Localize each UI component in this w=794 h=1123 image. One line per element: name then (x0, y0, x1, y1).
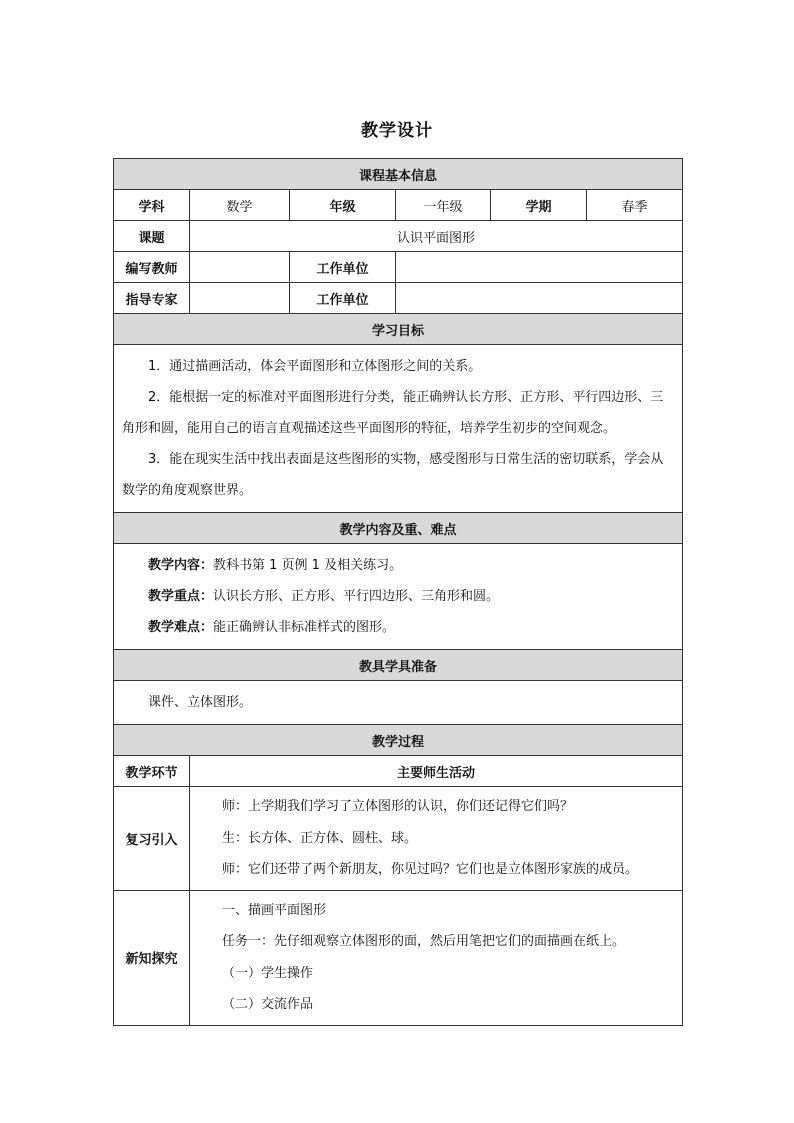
stage-activities (190, 890, 683, 1025)
mentor-unit-label: 工作单位 (290, 283, 396, 314)
materials-header: 教具学具准备 (114, 650, 683, 681)
activity-line: 生：长方体、正方体、圆柱、球。 (222, 830, 418, 846)
activity-line: 师：它们还带了两个新朋友，你见过吗？它们也是立体图形家族的成员。 (222, 862, 639, 877)
subject-value: 数学 (190, 190, 290, 221)
topic-label: 课题 (114, 221, 190, 252)
document-title: 教学设计 (361, 121, 433, 141)
stage-activities (190, 787, 683, 891)
key-label: 教学重点： (148, 589, 214, 604)
topic-value: 认识平面图形 (190, 221, 683, 252)
activity-line: 任务一：先仔细观察立体图形的面，然后用笔把它们的面描画在纸上。 (222, 934, 626, 949)
author-unit-label: 工作单位 (290, 252, 396, 283)
lesson-plan-table (113, 158, 683, 1026)
author-unit-value (396, 252, 683, 283)
grade-label: 年级 (290, 190, 396, 221)
term-value: 春季 (587, 190, 683, 221)
term-label: 学期 (491, 190, 587, 221)
content-line (122, 550, 674, 581)
subject-label: 学科 (114, 190, 190, 221)
author-value (190, 252, 290, 283)
basic-info-header: 课程基本信息 (114, 159, 683, 190)
activity-line: 一、描画平面图形 (222, 902, 327, 918)
content-text: 教科书第 1 页例 1 及相关练习。 (213, 558, 403, 573)
mentor-label: 指导专家 (114, 283, 190, 314)
content-label: 教学内容： (148, 558, 214, 573)
stage-name: 复习引入 (114, 787, 190, 891)
grade-value: 一年级 (396, 190, 491, 221)
materials-body (114, 681, 683, 725)
activity-line: 师：上学期我们学习了立体图形的认识，你们还记得它们吗？ (222, 799, 574, 814)
key-text: 认识长方形、正方形、平行四边形、三角形和圆。 (213, 589, 500, 604)
activity-line: （二）交流作品 (222, 997, 314, 1012)
stage-name: 新知探究 (114, 890, 190, 1025)
objectives-body (114, 345, 683, 513)
difficulty-line (122, 612, 674, 643)
mentor-unit-value (396, 283, 683, 314)
mentor-value (190, 283, 290, 314)
objectives-header: 学习目标 (114, 314, 683, 345)
key-line (122, 581, 674, 612)
difficulty-text: 能正确辨认非标准样式的图形。 (213, 620, 396, 635)
materials-text: 课件、立体图形。 (148, 695, 253, 710)
objective-item: 3．能在现实生活中找出表面是这些图形的实物，感受图形与日常生活的密切联系，学会从数学的角度观察世界。 (122, 452, 664, 498)
objective-item: 2．能根据一定的标准对平面图形进行分类，能正确辨认长方形、正方形、平行四边形、三角形和圆，能用自己的语言直观描述这些平面图形的特征，培养学生初步的空间观念。 (122, 390, 664, 436)
content-header: 教学内容及重、难点 (114, 513, 683, 544)
process-header: 教学过程 (114, 725, 683, 756)
content-body (114, 544, 683, 650)
activity-line: （一）学生操作 (222, 965, 314, 981)
stage-column-header: 教学环节 (114, 756, 190, 787)
author-label: 编写教师 (114, 252, 190, 283)
activity-column-header: 主要师生活动 (190, 756, 683, 787)
objective-item: 1．通过描画活动，体会平面图形和立体图形之间的关系。 (148, 359, 482, 374)
difficulty-label: 教学难点： (148, 620, 214, 635)
